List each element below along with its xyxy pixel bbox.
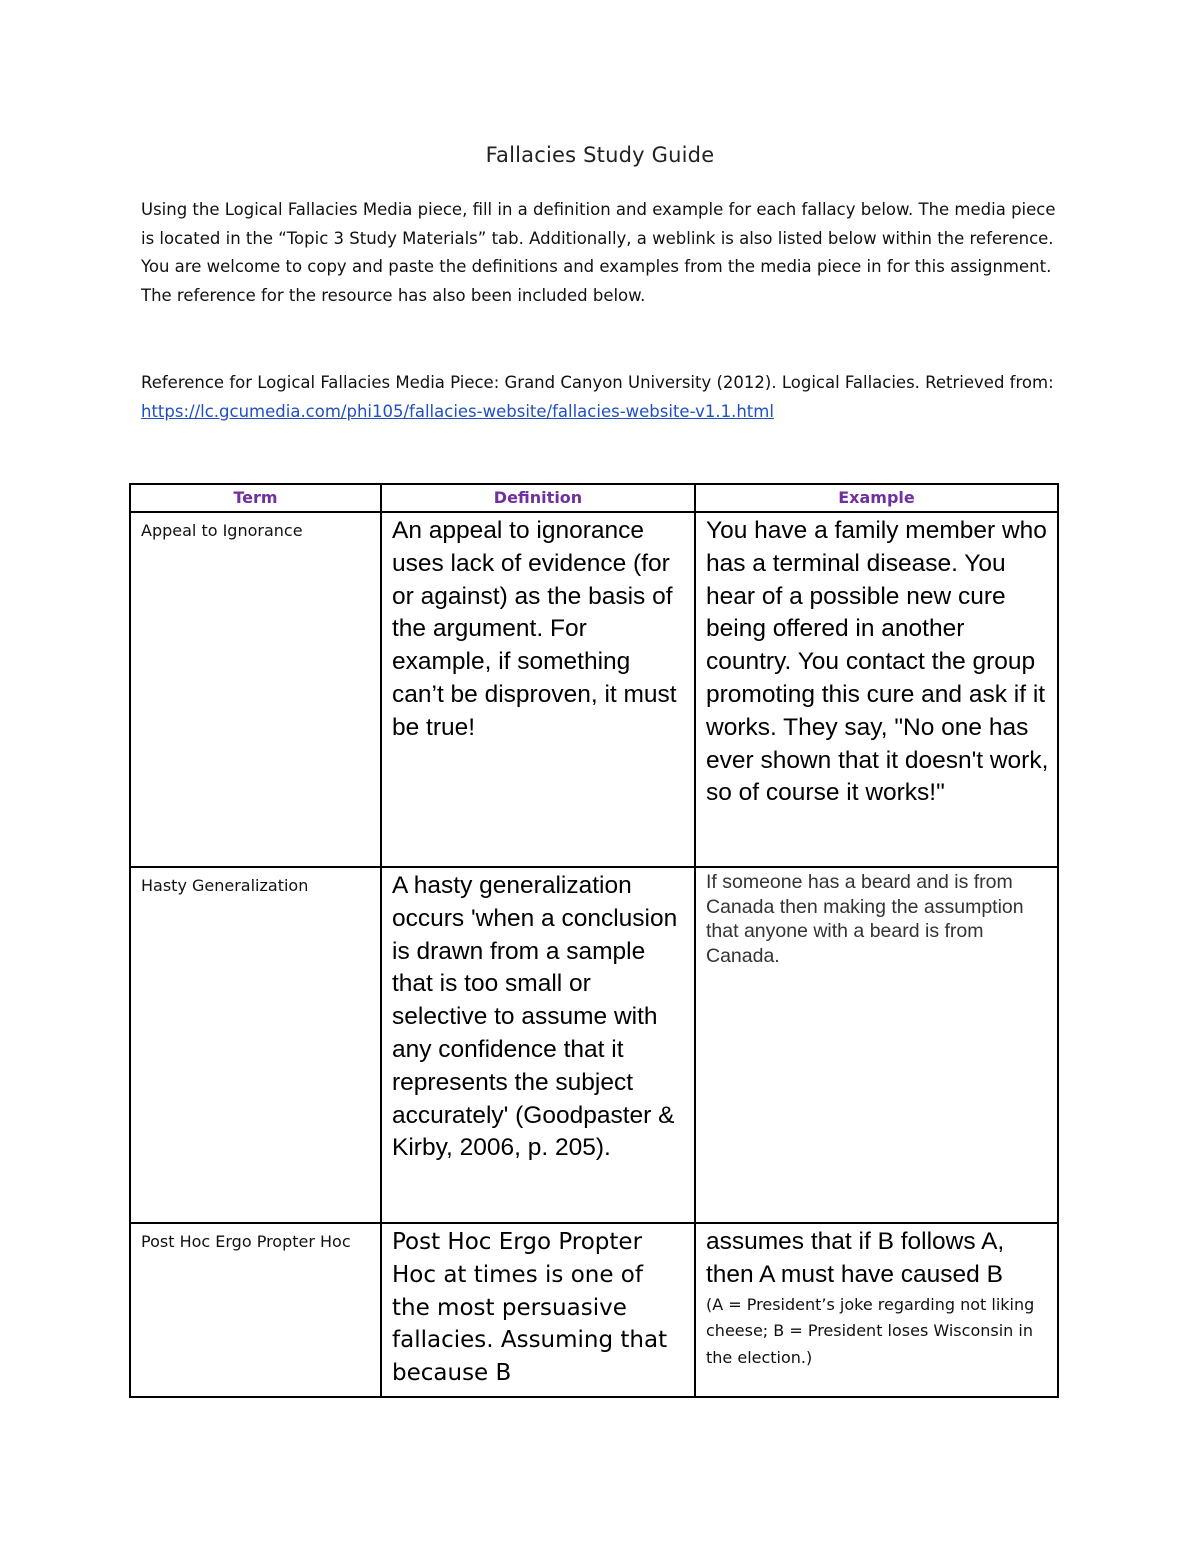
table-row	[130, 1223, 1058, 1397]
term-cell	[130, 867, 381, 1223]
term-label: Post Hoc Ergo Propter Hoc	[141, 1232, 351, 1251]
definition-text: An appeal to ignorance uses lack of evidence (for or against) as the basis of the argument. For example, if something can’t be disproven, it must be true!	[392, 517, 677, 741]
definition-text: Post Hoc Ergo Propter Hoc at times is one of the most persuasive fallacies. Assuming that because B	[392, 1229, 668, 1387]
example-note: (A = President’s joke regarding not liking cheese; B = President loses Wisconsin in the election.)	[706, 1294, 1035, 1367]
example-text: You have a family member who has a terminal disease. You hear of a possible new cure being offered in another country. You contact the group promoting this cure and ask if it works. They say, "No one has ever shown that it doesn't work, so of course it works!"	[706, 517, 1049, 807]
definition-text: A hasty generalization occurs 'when a conclusion is drawn from a sample that is too small or selective to assume with any confidence that it represents the subject accurately' (Goodpaster & Kirby, 2006, p. 205).	[392, 872, 678, 1162]
term-cell	[130, 512, 381, 867]
term-label: Appeal to Ignorance	[141, 521, 303, 540]
reference-paragraph	[141, 369, 1061, 426]
reference-text: Reference for Logical Fallacies Media Piece: Grand Canyon University (2012). Logical Fallacies. Retrieved from:	[141, 373, 1054, 392]
definition-cell[interactable]	[381, 1223, 695, 1397]
example-cell[interactable]	[695, 512, 1058, 867]
document-title: Fallacies Study Guide	[485, 143, 715, 167]
table-row	[130, 512, 1058, 867]
example-text: assumes that if B follows A, then A must have caused B	[706, 1228, 1005, 1288]
header-term: Term	[130, 484, 381, 512]
term-cell	[130, 1223, 381, 1397]
term-label: Hasty Generalization	[141, 876, 309, 895]
example-cell[interactable]	[695, 867, 1058, 1223]
instructions-paragraph: Using the Logical Fallacies Media piece, fill in a definition and example for each fallacy below. The media piece is located in the “Topic 3 Study Materials” tab. Additionally, a weblink is also listed below within the reference. You are welcome to copy and paste the definitions and examples from the media piece in for this assignment. The reference for the resource has also been included below.	[141, 200, 1056, 306]
header-definition: Definition	[381, 484, 695, 512]
definition-cell[interactable]	[381, 512, 695, 867]
header-example: Example	[695, 484, 1058, 512]
table-header-row	[130, 484, 1058, 512]
fallacies-table	[129, 483, 1059, 1398]
table-row	[130, 867, 1058, 1223]
definition-cell[interactable]	[381, 867, 695, 1223]
reference-link[interactable]: https://lc.gcumedia.com/phi105/fallacies-website/fallacies-website-v1.1.html	[141, 401, 774, 421]
example-text: If someone has a beard and is from Canada then making the assumption that anyone with a beard is from Canada.	[706, 871, 1024, 967]
example-cell[interactable]	[695, 1223, 1058, 1397]
